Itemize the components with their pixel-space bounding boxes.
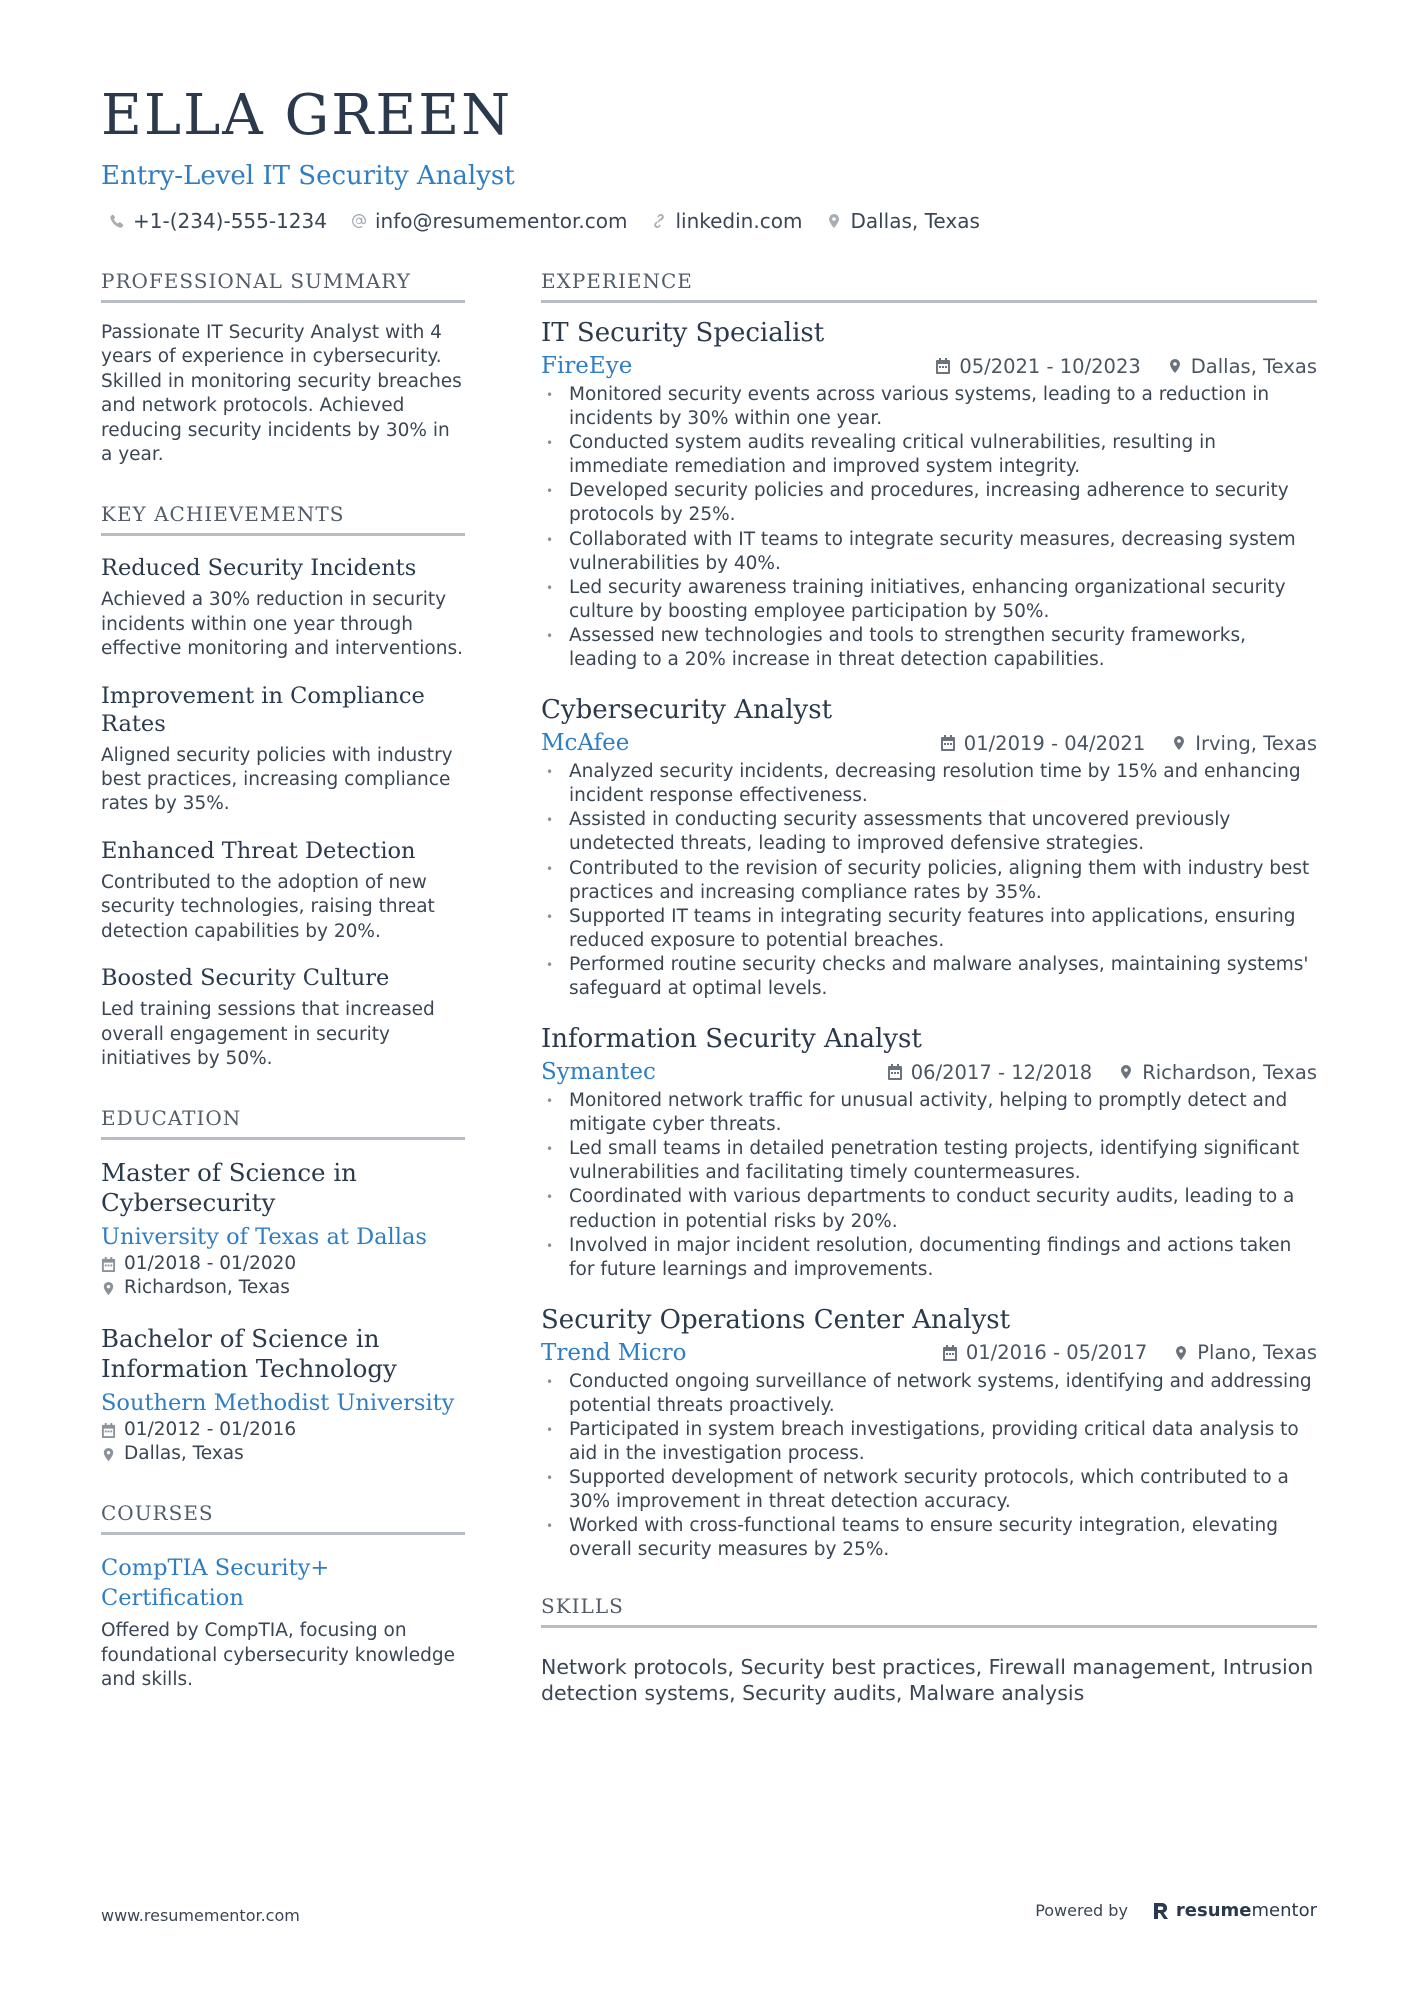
job-bullet: • Participated in system breach investigations, providing critical data analysis to aid in the investigation process.	[541, 1418, 1317, 1466]
calendar-icon	[101, 1423, 116, 1438]
summary-section	[101, 268, 465, 467]
edu-location	[101, 1442, 465, 1466]
map-pin-icon	[1118, 1064, 1134, 1080]
job-meta	[887, 1061, 1317, 1084]
skills-text: Network protocols, Security best practices, Firewall management, Intrusion detection systems, Security audits, Malware analysis	[541, 1654, 1314, 1705]
left-column	[101, 268, 465, 1727]
calendar-icon	[101, 1257, 116, 1272]
map-pin-icon	[1173, 1345, 1189, 1361]
contact-linkedin[interactable]	[651, 208, 802, 234]
degree-title: Bachelor of Science in Information Technology	[101, 1324, 397, 1384]
candidate-title: Entry-Level IT Security Analyst	[101, 161, 515, 191]
job-bullet: • Conducted ongoing surveillance of network systems, identifying and addressing potential threats proactively.	[541, 1370, 1317, 1418]
job-location	[1118, 1061, 1317, 1084]
achievement-item	[101, 837, 465, 944]
map-pin-icon	[826, 213, 842, 229]
education-item	[101, 1324, 465, 1466]
map-pin-icon	[1167, 358, 1183, 374]
edu-dates	[101, 1252, 465, 1276]
courses-section	[101, 1500, 465, 1692]
job-dates-text: 01/2016 - 05/2017	[965, 1341, 1148, 1365]
job-bullet: • Supported IT teams in integrating security features into applications, ensuring reduced exposure to potential breaches.	[541, 905, 1317, 953]
contact-phone	[109, 208, 327, 234]
job-entry	[541, 1023, 1317, 1282]
company-name: Trend Micro	[541, 1339, 687, 1366]
location-text: Dallas, Texas	[850, 209, 980, 233]
school-name: University of Texas at Dallas	[101, 1224, 427, 1251]
brand-logo[interactable]	[1152, 1900, 1317, 1921]
resume-header	[101, 84, 1309, 234]
calendar-icon	[935, 358, 951, 374]
job-bullet: • Coordinated with various departments to conduct security audits, leading to a reduction in potential risks by 20%.	[541, 1185, 1317, 1233]
phone-text: +1-(234)-555-1234	[133, 209, 327, 233]
brand-bold-text: resume	[1175, 1900, 1252, 1921]
job-dates	[942, 1341, 1147, 1364]
calendar-icon	[940, 735, 956, 751]
job-dates	[935, 355, 1140, 378]
job-bullet: • Analyzed security incidents, decreasing resolution time by 15% and enhancing incident response effectiveness.	[541, 760, 1317, 808]
calendar-icon	[942, 1345, 958, 1361]
job-dates	[940, 732, 1145, 755]
contact-email[interactable]	[351, 208, 627, 234]
job-meta	[940, 732, 1317, 755]
contact-location	[826, 208, 979, 234]
job-bullet: • Contributed to the revision of security policies, aligning them with industry best practices and increasing compliance rates by 35%.	[541, 857, 1317, 905]
phone-icon	[109, 213, 125, 229]
summary-text: Passionate IT Security Analyst with 4 years of experience in cybersecurity. Skilled in monitoring security breaches and network protocols. Achieved reducing security incidents by 30% in a year.	[101, 322, 462, 466]
job-location-text: Irving, Texas	[1195, 731, 1317, 755]
education-item	[101, 1158, 465, 1300]
job-entry	[541, 694, 1317, 1001]
job-bullet: • Supported development of network security protocols, which contributed to a 30% improvement in threat detection accuracy.	[541, 1466, 1317, 1514]
achievements-section	[101, 501, 465, 1071]
achievement-item	[101, 682, 465, 817]
resumementor-logo-icon	[1152, 1901, 1170, 1921]
job-bullet: • Developed security policies and procedures, increasing adherence to security protocols by 25%.	[541, 479, 1317, 527]
edu-dates-text: 01/2018 - 01/2020	[124, 1253, 297, 1275]
job-entry	[541, 317, 1317, 672]
edu-dates-text: 01/2012 - 01/2016	[124, 1419, 297, 1441]
job-bullets	[541, 1089, 1317, 1282]
job-location-text: Plano, Texas	[1197, 1341, 1317, 1365]
email-text[interactable]: info@resumementor.com	[374, 209, 628, 233]
course-title: CompTIA Security+ Certification	[101, 1555, 330, 1612]
edu-dates	[101, 1418, 465, 1442]
job-bullet: • Involved in major incident resolution, documenting findings and actions taken for future learnings and improvements.	[541, 1234, 1317, 1282]
company-name: Symantec	[541, 1059, 656, 1086]
job-title: Information Security Analyst	[541, 1024, 922, 1055]
job-bullets	[541, 383, 1317, 672]
achievement-text: Aligned security policies with industry best practices, increasing compliance rates by 35%.	[101, 744, 453, 815]
job-bullet: • Assessed new technologies and tools to strengthen security frameworks, leading to a 20% increase in threat detection capabilities.	[541, 624, 1317, 672]
job-location	[1173, 1341, 1317, 1364]
section-heading: KEY ACHIEVEMENTS	[101, 501, 465, 536]
job-location-text: Dallas, Texas	[1190, 354, 1317, 378]
brand-thin-text: mentor	[1251, 1900, 1317, 1921]
job-title: Security Operations Center Analyst	[541, 1304, 1011, 1335]
map-pin-icon	[101, 1447, 116, 1462]
company-name: McAfee	[541, 730, 630, 757]
job-bullets	[541, 760, 1317, 1001]
job-row	[541, 1338, 1317, 1368]
edu-location	[101, 1276, 465, 1300]
job-location-text: Richardson, Texas	[1142, 1060, 1317, 1084]
achievement-title: Reduced Security Incidents	[101, 555, 417, 582]
job-bullet: • Monitored security events across various systems, leading to a reduction in incidents by 30% within one year.	[541, 383, 1317, 431]
job-title: IT Security Specialist	[541, 318, 825, 348]
job-location	[1167, 355, 1317, 378]
skills-section	[541, 1593, 1317, 1706]
achievement-text: Achieved a 30% reduction in security incidents within one year through effective monitoring and interventions.	[101, 589, 463, 660]
company-name: FireEye	[541, 353, 633, 379]
section-heading: SKILLS	[541, 1593, 1317, 1628]
section-heading: EDUCATION	[101, 1105, 465, 1140]
contact-bar	[109, 208, 1309, 234]
degree-title: Master of Science in Cybersecurity	[101, 1158, 357, 1218]
candidate-name: ELLA GREEN	[101, 83, 513, 148]
job-dates-text: 01/2019 - 04/2021	[963, 731, 1146, 755]
course-item	[101, 1553, 465, 1692]
powered-by-text: Powered by	[1035, 1901, 1128, 1920]
course-text: Offered by CompTIA, focusing on foundational cybersecurity knowledge and skills.	[101, 1620, 456, 1691]
edu-location-text: Richardson, Texas	[124, 1277, 290, 1299]
job-dates-text: 06/2017 - 12/2018	[910, 1060, 1093, 1084]
job-bullet: • Collaborated with IT teams to integrate security measures, decreasing system vulnerabilities by 40%.	[541, 528, 1317, 576]
achievement-title: Improvement in Compliance Rates	[101, 682, 425, 737]
school-name: Southern Methodist University	[101, 1390, 455, 1417]
job-bullet: • Led small teams in detailed penetration testing projects, identifying significant vulnerabilities and facilitating timely countermeasures.	[541, 1137, 1317, 1185]
job-row	[541, 1057, 1317, 1087]
achievement-title: Enhanced Threat Detection	[101, 837, 416, 864]
at-sign-icon	[351, 213, 367, 229]
job-meta	[942, 1341, 1317, 1364]
job-bullet: • Worked with cross-functional teams to ensure security integration, elevating overall security measures by 25%.	[541, 1514, 1317, 1562]
job-row	[541, 728, 1317, 758]
edu-location-text: Dallas, Texas	[124, 1443, 244, 1465]
job-bullet: • Performed routine security checks and malware analyses, maintaining systems' safeguard at optimal levels.	[541, 953, 1317, 1001]
education-section	[101, 1105, 465, 1466]
achievement-text: Contributed to the adoption of new security technologies, raising threat detection capabilities by 20%.	[101, 871, 435, 942]
job-location	[1171, 732, 1317, 755]
achievement-title: Boosted Security Culture	[101, 965, 390, 992]
link-icon	[651, 213, 667, 229]
section-heading: PROFESSIONAL SUMMARY	[101, 268, 465, 303]
job-bullets	[541, 1370, 1317, 1563]
job-bullet: • Led security awareness training initiatives, enhancing organizational security culture by boosting employee participation by 50%.	[541, 576, 1317, 624]
job-meta	[935, 355, 1317, 378]
map-pin-icon	[1171, 735, 1187, 751]
calendar-icon	[887, 1064, 903, 1080]
section-heading: COURSES	[101, 1500, 465, 1535]
right-column	[541, 268, 1317, 1706]
section-heading: EXPERIENCE	[541, 268, 1317, 303]
achievement-item	[101, 964, 465, 1071]
job-bullet: • Assisted in conducting security assessments that uncovered previously undetected threats, leading to improved defensive strategies.	[541, 808, 1317, 856]
achievement-item	[101, 554, 465, 661]
job-title: Cybersecurity Analyst	[541, 695, 833, 726]
job-dates-text: 05/2021 - 10/2023	[959, 354, 1141, 378]
job-entry	[541, 1304, 1317, 1563]
job-row	[541, 351, 1317, 381]
footer-branding	[1035, 1900, 1317, 1921]
experience-section	[541, 268, 1317, 1563]
achievement-text: Led training sessions that increased overall engagement in security initiatives by 50%.	[101, 999, 435, 1069]
job-bullet: • Conducted system audits revealing critical vulnerabilities, resulting in immediate remediation and improved system integrity.	[541, 431, 1317, 479]
job-dates	[887, 1061, 1092, 1084]
linkedin-text[interactable]: linkedin.com	[675, 209, 803, 233]
footer-website[interactable]: www.resumementor.com	[101, 1906, 300, 1925]
map-pin-icon	[101, 1281, 116, 1296]
job-bullet: • Monitored network traffic for unusual activity, helping to promptly detect and mitigate cyber threats.	[541, 1089, 1317, 1137]
